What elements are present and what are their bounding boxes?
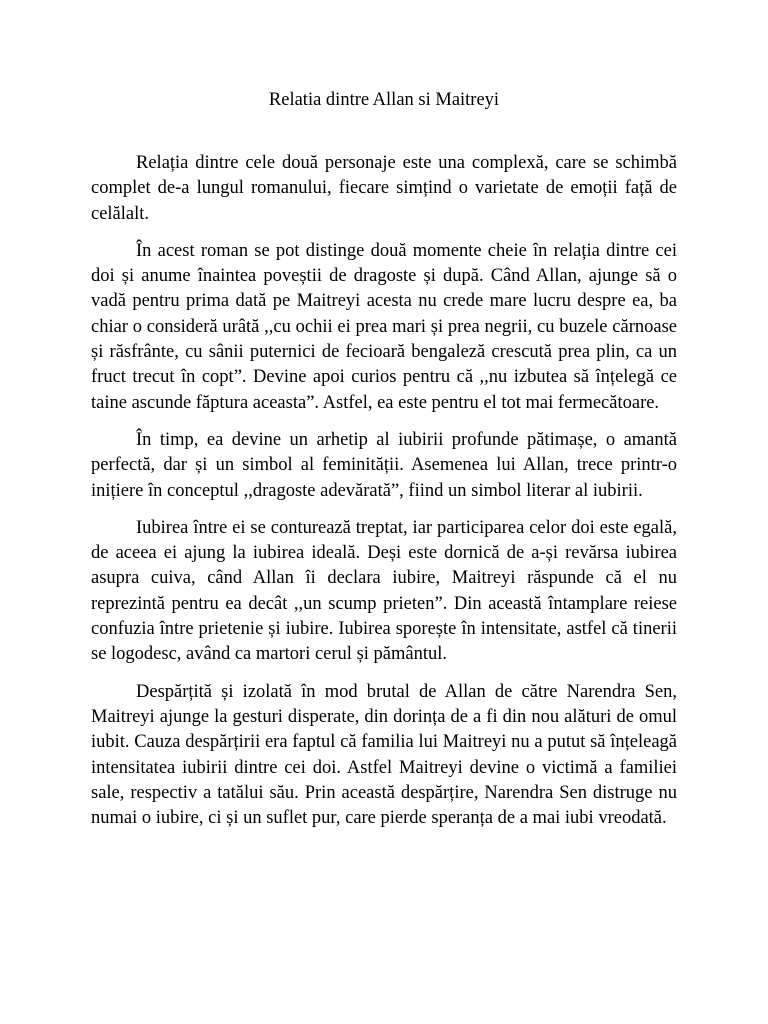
paragraph-5: Despărțită și izolată în mod brutal de Allan de către Narendra Sen, Maitreyi ajunge la gesturi disperate, din dorința de a fi din nou alături de omul iubit. Cauza despărțirii era faptul că familia lui Maitreyi nu a putut să înțeleagă intensitatea iubirii dintre cei doi. Astfel Maitreyi devine o victimă a familiei sale, respectiv a tatălui său. Prin această despărțire, Narendra Sen distruge nu numai o iubire, ci și un suflet pur, care pierde speranța de a mai iubi vreodată.: [91, 681, 677, 829]
document-body: [91, 151, 677, 843]
document-title: Relatia dintre Allan si Maitreyi: [268, 90, 500, 110]
paragraph-1: Relația dintre cele două personaje este una complexă, care se schimbă complet de-a lungul romanului, fiecare simțind o varietate de emoții față de celălalt.: [91, 153, 677, 224]
paragraph-3: În timp, ea devine un arhetip al iubirii profunde pătimașe, o amantă perfectă, dar și un simbol al feminității. Asemenea lui Allan, trece printr-o inițiere în conceptul ,,dragoste adevărată”, fiind un simbol literar al iubirii.: [91, 429, 677, 501]
paragraph-4: Iubirea între ei se conturează treptat, iar participarea celor doi este egală, de aceea ei ajung la iubirea ideală. Deși este dornică de a-și revărsa iubirea asupra cuiva, când Allan îi declara iubire, Maitreyi răspunde că el nu reprezintă pentru ea decât ,,un scump prieten”. Din această întamplare reiese confuzia între prietenie și iubire. Iubirea sporește în intensitate, astfel că tinerii se logodesc, având ca martori cerul și pământul.: [91, 517, 677, 665]
paragraph-2: În acest roman se pot distinge două momente cheie în relația dintre cei doi și anume înaintea poveștii de dragoste și după. Când Allan, ajunge să o vadă pentru prima dată pe Maitreyi acesta nu crede mare lucru despre ea, ba chiar o consideră urâtă ,,cu ochii ei prea mari și prea negrii, cu buzele cărnoase și răsfrânte, cu sânii puternici de fecioară bengaleză crescută prea plin, ca un fruct trecut în copt”. Devine apoi curios pentru că ,,nu izbutea să înțelegă ce taine ascunde făptura aceasta”. Astfel, ea este pentru el tot mai fermecătoare.: [91, 240, 677, 413]
